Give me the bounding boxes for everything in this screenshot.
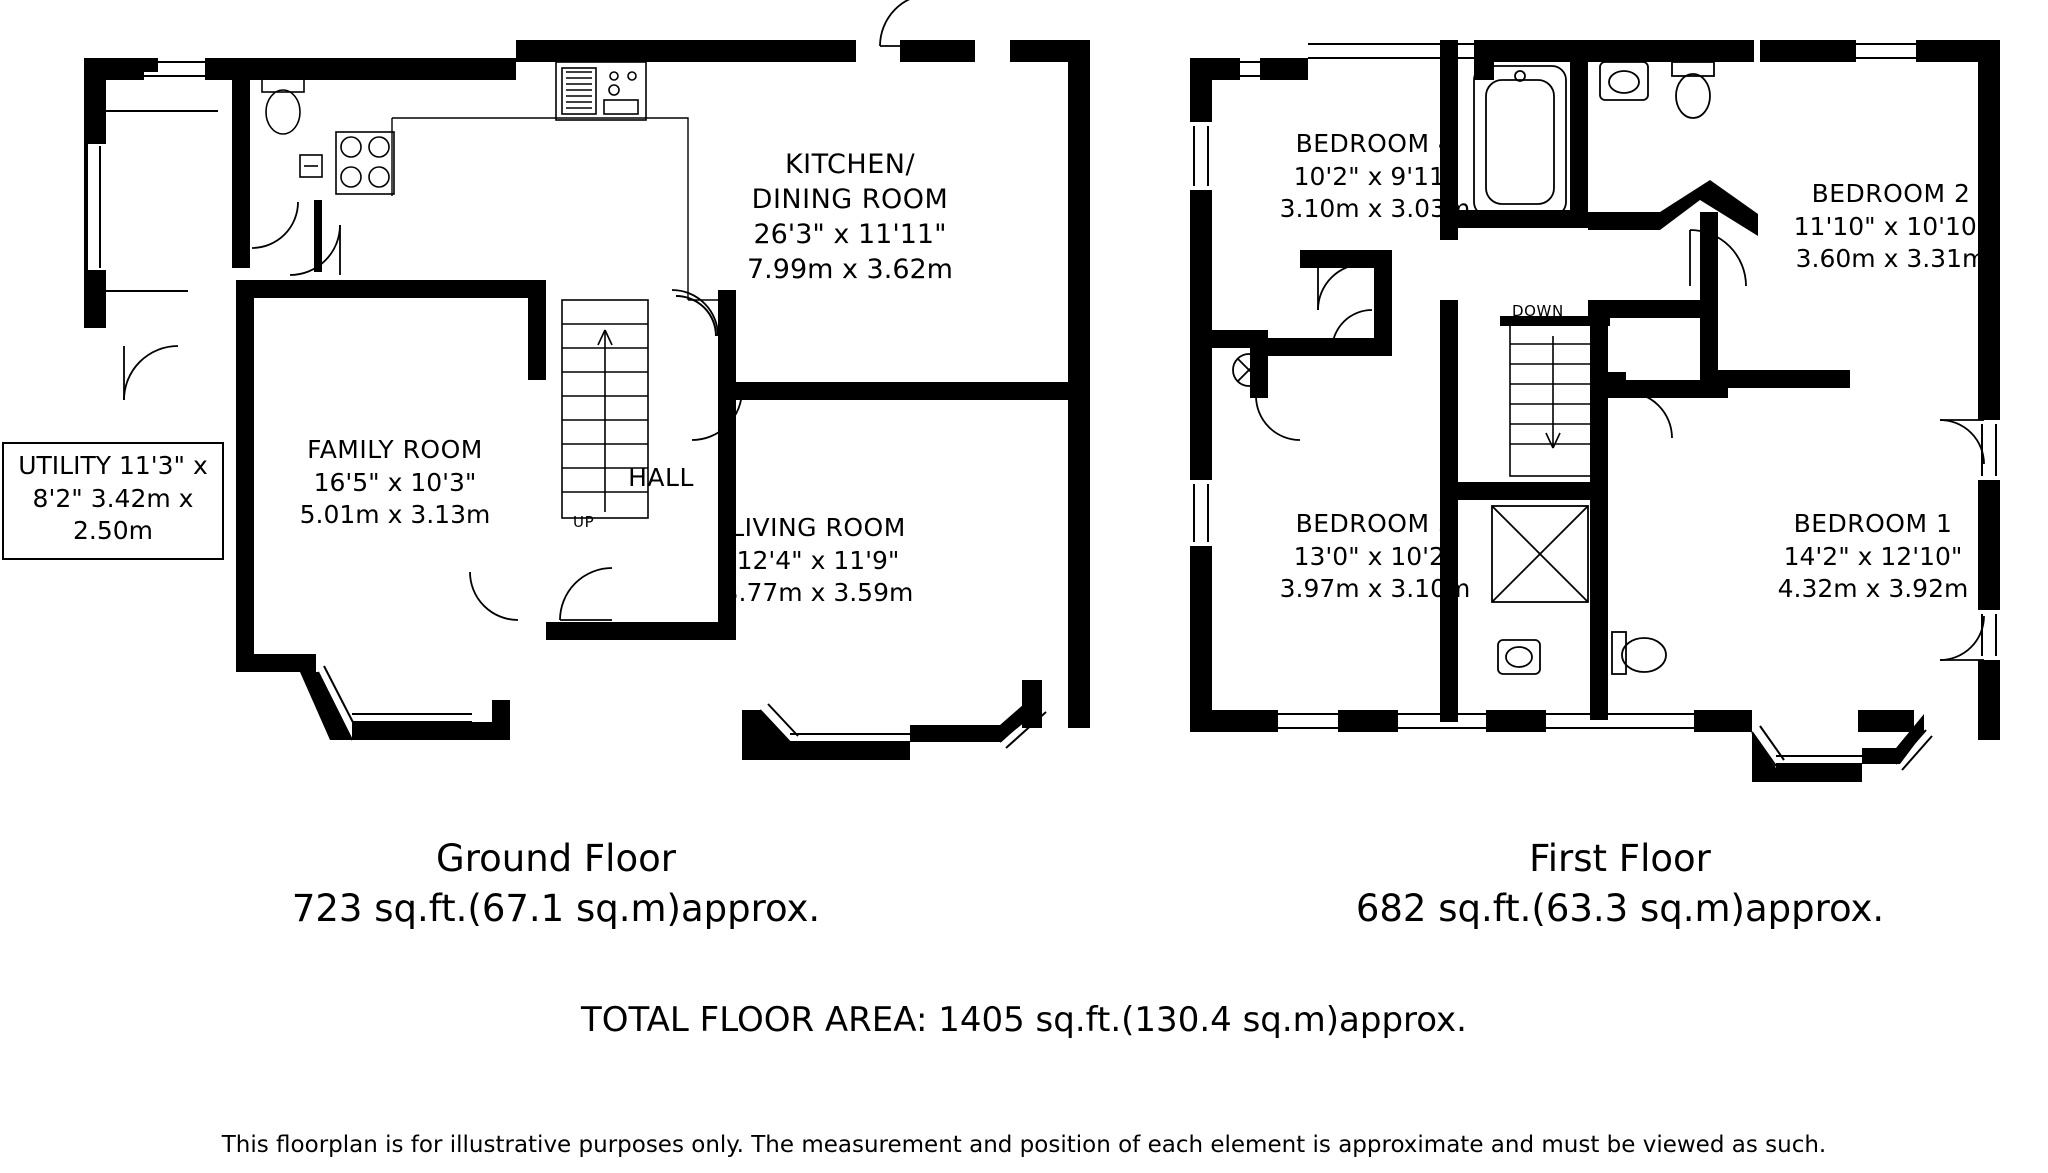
room-dimension-metric: 3.10m x 3.03m	[1279, 194, 1471, 223]
room-label-bedroom-2	[1746, 178, 2036, 276]
floor-area-text: 682 sq.ft.(63.3 sq.m)approx.	[1355, 886, 1885, 930]
room-name: BEDROOM 4	[1295, 129, 1455, 158]
ground-floor-title	[186, 834, 926, 934]
room-label-bedroom-4	[1240, 128, 1510, 226]
room-dimension-metric: 5.01m x 3.13m	[299, 500, 491, 529]
room-name: BEDROOM 3	[1295, 509, 1455, 538]
room-dimension-metric: 3.77m x 3.59m	[722, 578, 914, 607]
room-name: FAMILY ROOM	[307, 435, 483, 464]
stairs-direction-up	[573, 513, 594, 531]
room-name: BEDROOM 1	[1793, 509, 1953, 538]
stairs-up-text: UP	[573, 513, 595, 531]
room-dimension-imperial: 14'2" x 12'10"	[1783, 541, 1963, 571]
floor-area-text: 723 sq.ft.(67.1 sq.m)approx.	[291, 886, 821, 930]
room-label-living-room	[668, 512, 968, 610]
room-name: KITCHEN/	[784, 149, 916, 180]
floor-title-text: First Floor	[1529, 837, 1711, 880]
stairs-down-text: DOWN	[1512, 302, 1564, 320]
floor-title-text: Ground Floor	[436, 837, 676, 880]
room-dimension-imperial: 12'4" x 11'9"	[736, 545, 900, 575]
room-name: UTILITY	[18, 451, 111, 480]
room-name: LIVING ROOM	[730, 513, 906, 542]
room-dimension-metric: 7.99m x 3.62m	[747, 254, 953, 286]
room-dimension-imperial: 11'10" x 10'10"	[1793, 211, 1989, 241]
room-name: HALL	[628, 463, 694, 492]
room-dimension-imperial: 10'2" x 9'11"	[1293, 161, 1457, 191]
room-label-hall	[596, 462, 726, 495]
room-dimension-imperial: 13'0" x 10'2"	[1293, 541, 1457, 571]
room-name: BEDROOM 2	[1811, 179, 1971, 208]
first-floor-title	[1250, 834, 1990, 934]
room-dimension-metric: 4.32m x 3.92m	[1777, 574, 1969, 603]
room-name-2: DINING ROOM	[751, 184, 949, 216]
total-floor-area	[0, 1000, 2048, 1040]
room-dimension-imperial: 11'3" x 8'2"	[32, 451, 208, 513]
room-label-bedroom-3	[1240, 508, 1510, 606]
disclaimer-text	[0, 1132, 2048, 1158]
ground-floor-plan	[84, 0, 1090, 760]
room-dimension-imperial: 26'3" x 11'11"	[753, 219, 947, 251]
room-label-family-room	[240, 434, 550, 532]
room-label-kitchen-dining	[690, 147, 1010, 287]
room-dimension-metric: 3.42m x 2.50m	[72, 483, 194, 545]
disclaimer-content: This floorplan is for illustrative purposes only. The measurement and position of each element is approximate and must be viewed as such.	[221, 1132, 1827, 1158]
room-dimension-metric: 3.60m x 3.31m	[1795, 244, 1987, 273]
stairs-direction-down	[1512, 302, 1564, 320]
room-dimension-imperial: 16'5" x 10'3"	[313, 467, 477, 497]
room-dimension-metric: 3.97m x 3.10m	[1279, 574, 1471, 603]
room-label-utility	[2, 442, 224, 560]
room-label-bedroom-1	[1728, 508, 2018, 606]
total-floor-area-text: TOTAL FLOOR AREA: 1405 sq.ft.(130.4 sq.m)approx.	[581, 1000, 1467, 1040]
